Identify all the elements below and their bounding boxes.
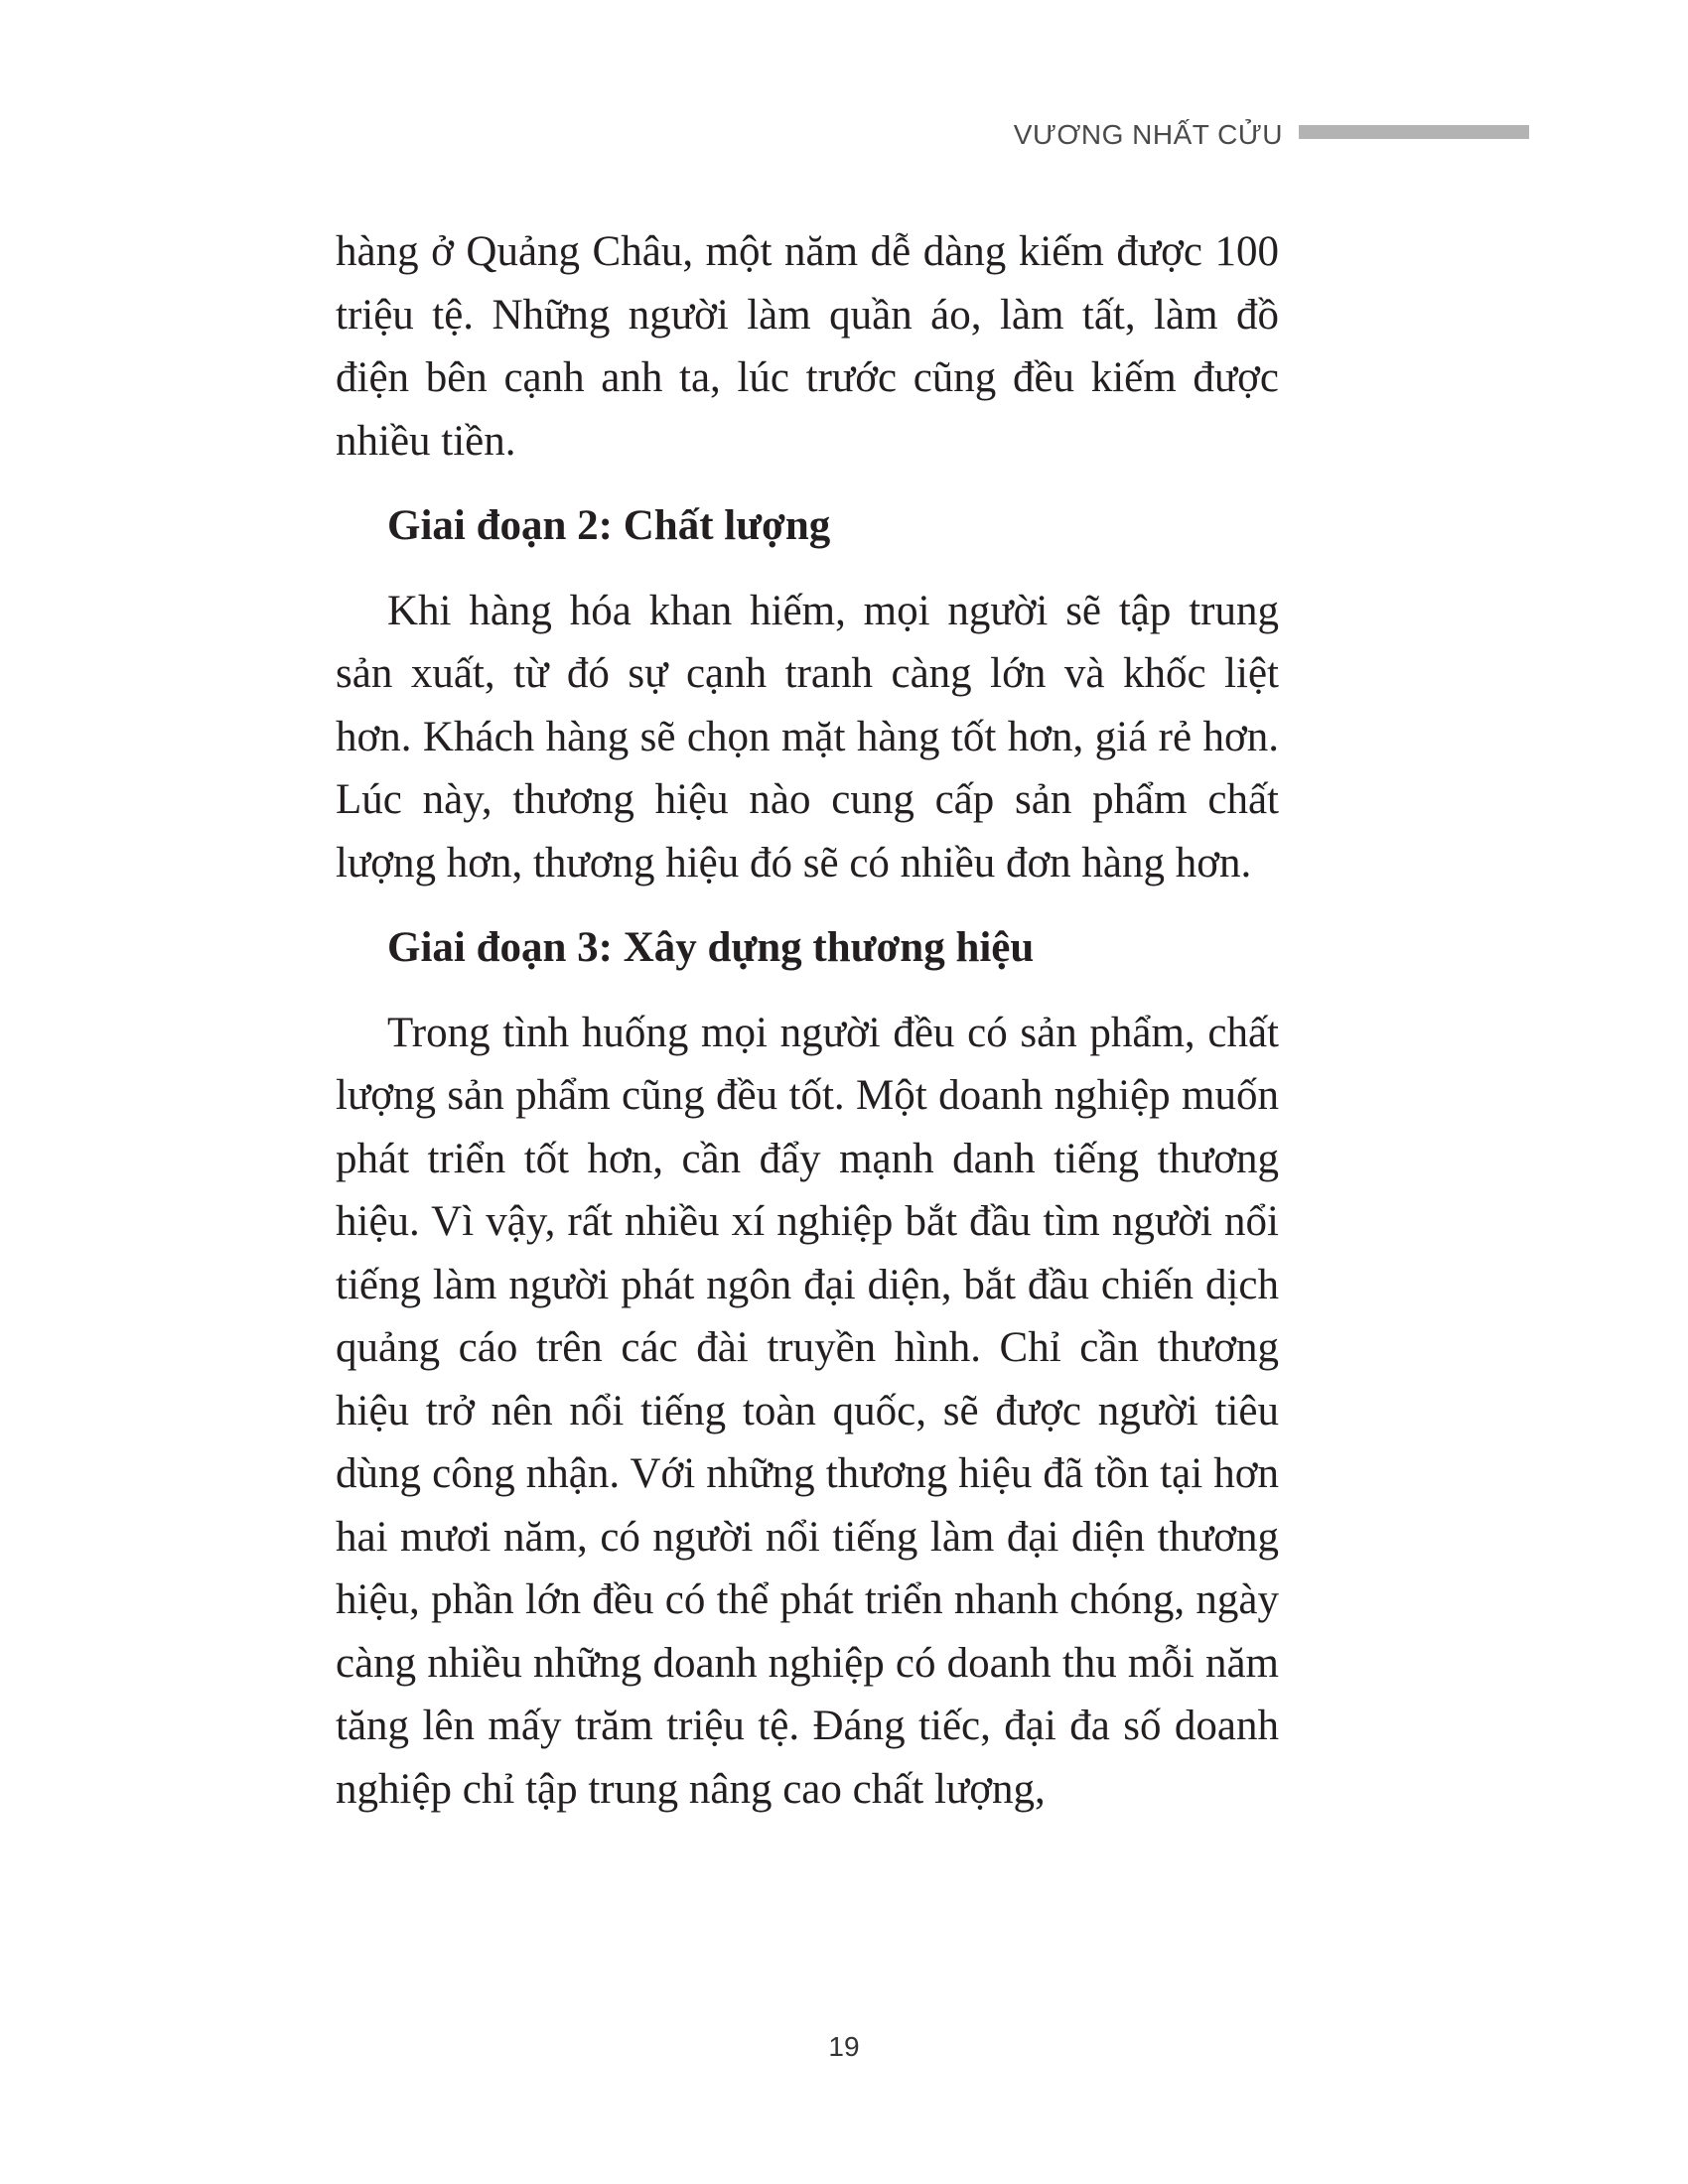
page-number: 19 (828, 2031, 860, 2062)
section-heading-stage-2: Giai đoạn 2: Chất lượng (387, 502, 831, 549)
body-text (336, 220, 1279, 1821)
paragraph-stage-3: Trong tình huống mọi người đều có sản phẩm, chất lượng sản phẩm cũng đều tốt. Một doanh nghiệp muốn phát triển tốt hơn, cần đẩy mạnh danh tiếng thương hiệu. Vì vậy, rất nhiều xí nghiệp bắt đầu tìm người nổi tiếng làm người phát ngôn đại diện, bắt đầu chiến dịch quảng cáo trên các đài truyền hình. Chỉ cần thương hiệu trở nên nổi tiếng toàn quốc, sẽ được người tiêu dùng công nhận. Với những thương hiệu đã tồn tại hơn hai mươi năm, có người nổi tiếng làm đại diện thương hiệu, phần lớn đều có thể phát triển nhanh chóng, ngày càng nhiều những doanh nghiệp có doanh thu mỗi năm tăng lên mấy trăm triệu tệ. Đáng tiếc, đại đa số doanh nghiệp chỉ tập trung nâng cao chất lượng, (336, 1009, 1279, 1813)
section-heading-stage-3: Giai đoạn 3: Xây dựng thương hiệu (387, 924, 1035, 971)
running-header-author: VƯƠNG NHẤT CỬU (1013, 119, 1283, 150)
running-header-bar (1299, 125, 1529, 139)
paragraph-continuation: hàng ở Quảng Châu, một năm dễ dàng kiếm được 100 triệu tệ. Những người làm quần áo, làm tất, làm đồ điện bên cạnh anh ta, lúc trước cũng đều kiếm được nhiều tiền. (336, 228, 1279, 465)
running-header (0, 115, 1688, 155)
paragraph-stage-2: Khi hàng hóa khan hiếm, mọi người sẽ tập trung sản xuất, từ đó sự cạnh tranh càng lớn và khốc liệt hơn. Khách hàng sẽ chọn mặt hàng tốt hơn, giá rẻ hơn. Lúc này, thương hiệu nào cung cấp sản phẩm chất lượng hơn, thương hiệu đó sẽ có nhiều đơn hàng hơn. (336, 587, 1279, 887)
